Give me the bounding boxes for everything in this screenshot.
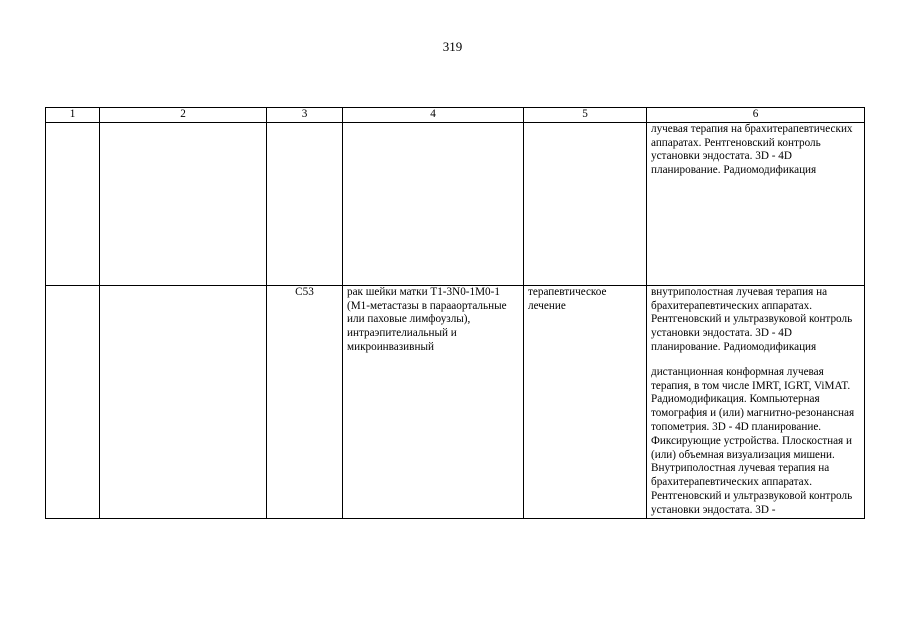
header-cell-5: 5 bbox=[524, 108, 647, 123]
treatment-method-paragraph-1: внутриполостная лучевая терапия на брахитерапевтических аппаратах. Рентгеновский и ультразвуковой контроль установки эндостата. 3D - 4D планирование. Радиомодификация bbox=[651, 285, 853, 353]
row2-treatment-method bbox=[647, 285, 865, 518]
diagnosis-description: рак шейки матки T1-3N0-1M0-1 (M1-метастазы в парааортальные или паховые лимфоузлы), интраэпителиальный и микроинвазивный bbox=[343, 285, 524, 518]
table-row bbox=[46, 285, 865, 518]
row1-cell-3 bbox=[267, 122, 343, 285]
row2-cell-2 bbox=[100, 285, 267, 518]
icd-code: C53 bbox=[267, 285, 343, 518]
row1-cell-4 bbox=[343, 122, 524, 285]
table-header-row bbox=[46, 108, 865, 123]
header-cell-3: 3 bbox=[267, 108, 343, 123]
row1-cell-1 bbox=[46, 122, 100, 285]
row1-treatment-text: лучевая терапия на брахитерапевтических аппаратах. Рентгеновский контроль установки эндостата. 3D - 4D планирование. Радиомодификация bbox=[651, 122, 853, 177]
row2-cell-1 bbox=[46, 285, 100, 518]
treatment-method-paragraph-2: дистанционная конформная лучевая терапия, в том числе IMRT, IGRT, ViMAT. Радиомодификация. Компьютерная томография и (или) магнитно-резонансная топометрия. 3D - 4D планирование. Фиксирующие устройства. Плоскостная и (или) объемная визуализация мишени. Внутриполостная лучевая терапия на брахитерапевтических аппаратах. Рентгеновский и ультразвуковой контроль установки эндостата. 3D - bbox=[651, 365, 855, 516]
header-cell-1: 1 bbox=[46, 108, 100, 123]
procedures-table bbox=[45, 107, 865, 519]
header-cell-6: 6 bbox=[647, 108, 865, 123]
page-number: 319 bbox=[442, 39, 463, 54]
treatment-type: терапевтическое лечение bbox=[524, 285, 647, 518]
header-cell-2: 2 bbox=[100, 108, 267, 123]
row1-cell-2 bbox=[100, 122, 267, 285]
table-row bbox=[46, 122, 865, 285]
header-cell-4: 4 bbox=[343, 108, 524, 123]
row1-cell-5 bbox=[524, 122, 647, 285]
row1-treatment-method bbox=[647, 122, 865, 285]
